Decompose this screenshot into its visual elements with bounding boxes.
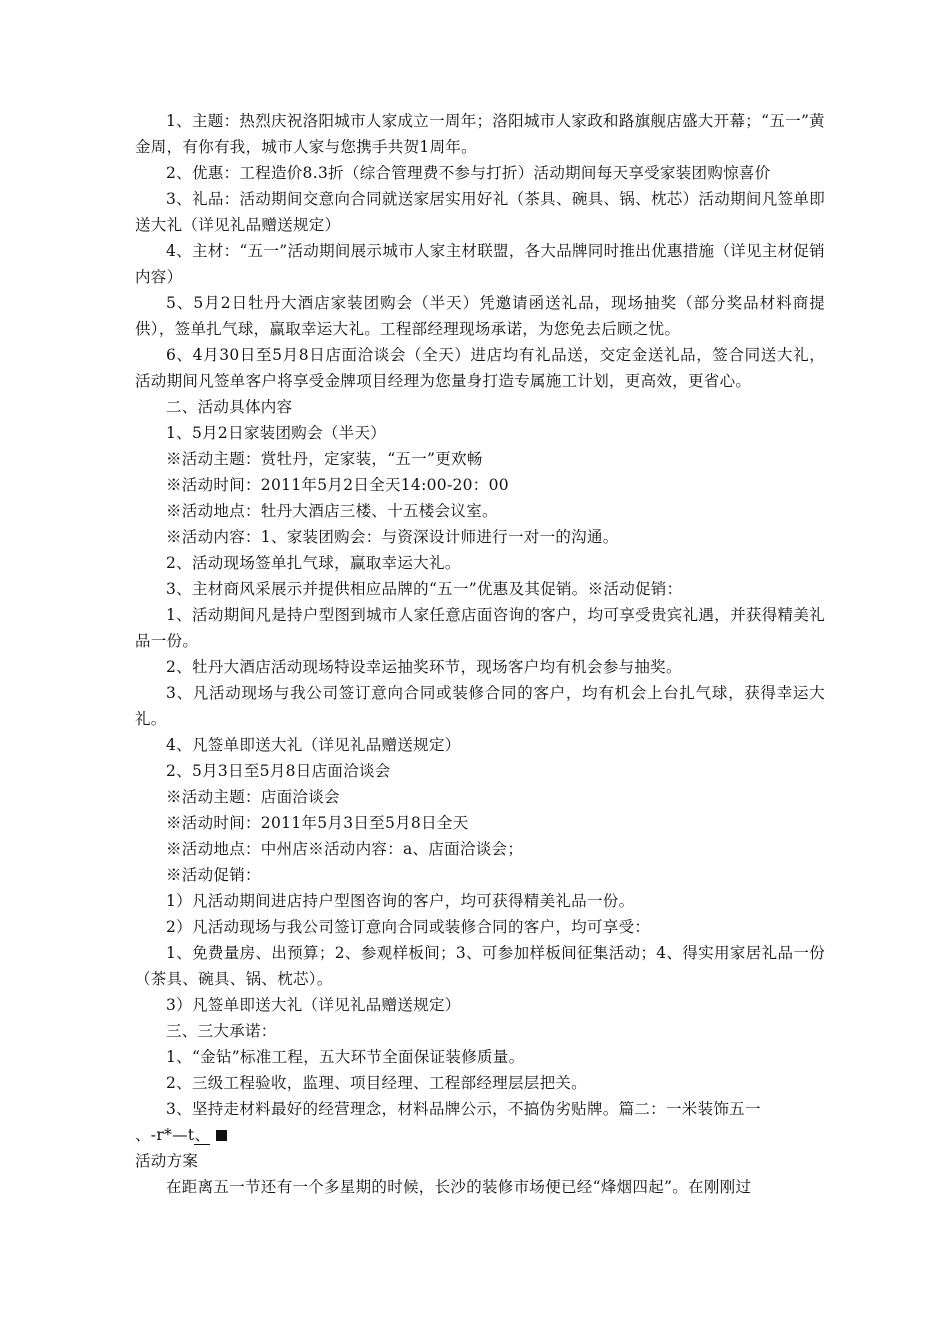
paragraph-9: ※活动主题：赏牡丹，定家装，“五一”更欢畅 xyxy=(166,450,483,468)
paragraph-25: 2）凡活动现场与我公司签订意向合同或装修合同的客户，均可享受： xyxy=(166,918,651,936)
paragraph-27: 3）凡签单即送大礼（详见礼品赠送规定） xyxy=(166,996,461,1014)
paragraph-18: 4、凡签单即送大礼（详见礼品赠送规定） xyxy=(166,736,461,754)
paragraph-31: 3、坚持走材料最好的经营理念，材料品牌公示，不搞伪劣贴牌。篇二：一米装饰五一 xyxy=(166,1100,761,1118)
paragraph-19: 2、5月3日至5月8日店面洽谈会 xyxy=(166,762,391,780)
paragraph-6: 6、4月30日至5月8日店面洽谈会（全天）进店均有礼品送，交定金送礼品，签合同送大礼，活动期间凡签单客户将享受金牌项目经理为您量身打造专属施工计划，更高效，更省心。 xyxy=(135,346,825,390)
paragraph-8: 1、5月2日家装团购会（半天） xyxy=(166,424,387,442)
paragraph-20: ※活动主题：店面洽谈会 xyxy=(166,788,340,806)
paragraph-26: 1、免费量房、出预算；2、参观样板间；3、可参加样板间征集活动；4、得实用家居礼品一份（茶具、碗具、锅、枕芯）。 xyxy=(135,944,825,988)
ocr-artifact-text: 、-r*—t xyxy=(135,1126,195,1144)
black-square-mark xyxy=(216,1130,227,1141)
paragraph-1: 1、主题：热烈庆祝洛阳城市人家成立一周年；洛阳城市人家政和路旗舰店盛大开幕；“五一”黄金周，有你有我，城市人家与您携手共贺1周年。 xyxy=(135,112,825,156)
section-heading-3: 三、三大承诺： xyxy=(166,1022,277,1040)
paragraph-30: 2、三级工程验收，监理、项目经理、工程部经理层层把关。 xyxy=(166,1074,587,1092)
paragraph-last: 在距离五一节还有一个多星期的时候，长沙的装修市场便已经“烽烟四起”。在刚刚过 xyxy=(166,1178,752,1196)
ocr-artifact-underlined: 、 xyxy=(194,1126,211,1144)
document-body xyxy=(135,108,825,1200)
paragraph-17: 3、凡活动现场与我公司签订意向合同或装修合同的客户，均有机会上台扎气球，获得幸运大礼。 xyxy=(135,684,825,728)
paragraph-13: 2、活动现场签单扎气球，赢取幸运大礼。 xyxy=(166,554,461,572)
section-heading-2: 二、活动具体内容 xyxy=(166,398,293,416)
paragraph-24: 1）凡活动期间进店持户型图咨询的客户，均可获得精美礼品一份。 xyxy=(166,892,635,910)
paragraph-10: ※活动时间：2011年5月2日全天14:00-20：00 xyxy=(166,476,509,494)
paragraph-29: 1、“金钻”标准工程，五大环节全面保证装修质量。 xyxy=(166,1048,525,1066)
paragraph-4: 4、主材：“五一”活动期间展示城市人家主材联盟，各大品牌同时推出优惠措施（详见主材促销内容） xyxy=(135,242,825,286)
paragraph-5: 5、5月2日牡丹大酒店家装团购会（半天）凭邀请函送礼品，现场抽奖（部分奖品材料商提供），签单扎气球，赢取幸运大礼。工程部经理现场承诺，为您免去后顾之忧。 xyxy=(135,294,825,338)
paragraph-11: ※活动地点：牡丹大酒店三楼、十五楼会议室。 xyxy=(166,502,498,520)
section-title: 活动方案 xyxy=(135,1152,199,1170)
paragraph-12: ※活动内容：1、家装团购会：与资深设计师进行一对一的沟通。 xyxy=(166,528,619,546)
paragraph-3: 3、礼品：活动期间交意向合同就送家居实用好礼（茶具、碗具、锅、枕芯）活动期间凡签单即送大礼（详见礼品赠送规定） xyxy=(135,190,825,234)
ocr-artifact-line xyxy=(135,1122,825,1148)
paragraph-23: ※活动促销： xyxy=(166,866,261,884)
paragraph-22: ※活动地点：中州店※活动内容：a、店面洽谈会； xyxy=(166,840,524,858)
paragraph-21: ※活动时间：2011年5月3日至5月8日全天 xyxy=(166,814,469,832)
paragraph-2: 2、优惠：工程造价8.3折（综合管理费不参与打折）活动期间每天享受家装团购惊喜价 xyxy=(166,164,771,182)
paragraph-16: 2、牡丹大酒店活动现场特设幸运抽奖环节，现场客户均有机会参与抽奖。 xyxy=(166,658,682,676)
paragraph-15: 1、活动期间凡是持户型图到城市人家任意店面咨询的客户，均可享受贵宾礼遇，并获得精美礼品一份。 xyxy=(135,606,825,650)
paragraph-14: 3、主材商风采展示并提供相应品牌的“五一”优惠及其促销。※活动促销： xyxy=(166,580,683,598)
